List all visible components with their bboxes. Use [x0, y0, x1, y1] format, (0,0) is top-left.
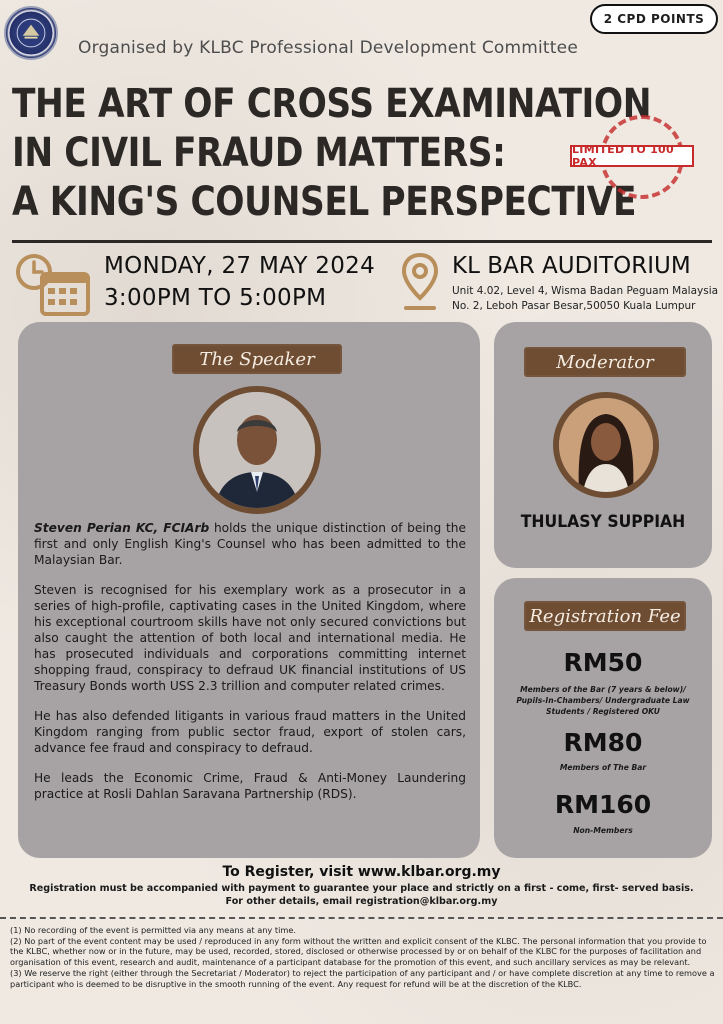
title-line-2: IN CIVIL FRAUD MATTERS: [12, 130, 506, 176]
disclaimer-divider [0, 917, 723, 919]
stamp-label: LIMITED TO 100 PAX [570, 145, 694, 167]
fee-amount-members-junior: RM50 [563, 648, 643, 677]
disclaimer-item-1: (1) No recording of the event is permitted via any means at any time. [10, 925, 296, 935]
limited-seats-stamp [570, 115, 694, 199]
organiser-text: Organised by KLBC Professional Development Committee [78, 38, 578, 58]
speaker-bio-paragraph-4: He leads the Economic Crime, Fraud & Anti-Money Laundering practice at Rosli Dahlan Saravana Partnership (RDS). [34, 771, 466, 801]
speaker-name: Steven Perian KC, FCIArb [34, 521, 210, 535]
venue-address-line-2: No. 2, Leboh Pasar Besar,50050 Kuala Lumpur [452, 300, 696, 312]
calendar-clock-icon [14, 252, 92, 318]
fee-desc-members: Members of The Bar [559, 763, 647, 772]
registration-note-line-2[interactable]: For other details, email registration@klbar.org.my [225, 896, 498, 907]
register-link-text[interactable]: To Register, visit www.klbar.org.my [222, 864, 501, 880]
event-time: 3:00PM TO 5:00PM [104, 285, 327, 311]
disclaimer-item-3: (3) We reserve the right (either through the Secretariat / Moderator) to reject the participation of any participant and / or have complete discretion at any time to remove a participant who is deemed to be disruptive in the smooth running of the event. Any request for refund will be at the discretion of the KLBC. [10, 967, 715, 989]
venue-name: KL BAR AUDITORIUM [452, 253, 691, 279]
fee-amount-members: RM80 [563, 728, 643, 757]
fee-amount-non-members: RM160 [554, 790, 652, 819]
speaker-bio-paragraph-2: Steven is recognised for his exemplary work as a prosecutor in a series of high-profile, captivating cases in the United Kingdom, where his exceptional courtroom skills have not only secured convictions but also caught the attention of both local and international media. He has prosecuted individuals and corporations committing internet shopping fraud, conspiracy to defraud UK financial institutions of US Treasury Bonds worth USS 2.3 trillion and computer related crimes. [34, 583, 466, 693]
speaker-bio [34, 520, 466, 816]
registration-note [10, 882, 713, 908]
disclaimer-item-2: (2) No part of the event content may be used / reproduced in any form without the written and explicit consent of the KLBC. The personal information that you provide to the KLBC, whether now or in the future, may be used, recorded, stored, disclosed or otherwise processed by or on behalf of the KLBC for the purposes of facilitation and organisation of this event, research and audit, maintenance of a participant database for the promotion of this event, and such ancillary services as may be relevant. [10, 935, 707, 968]
moderator-name: THULASY SUPPIAH [520, 512, 686, 532]
moderator-photo [553, 392, 659, 498]
speaker-photo [193, 386, 321, 514]
venue-address-line-1: Unit 4.02, Level 4, Wisma Badan Peguam Malaysia [452, 285, 719, 297]
fee-desc-members-junior: Members of the Bar (7 years & below)/ Pupils-In-Chambers/ Undergraduate Law Students / Registered OKU [516, 685, 690, 716]
registration-note-line-1: Registration must be accompanied with payment to guarantee your place and strictly on a first - come, first- served basis. [29, 883, 694, 894]
moderator-heading: Moderator [524, 347, 686, 377]
speaker-heading: The Speaker [172, 344, 342, 374]
speaker-bio-intro-rest: holds the unique distinction of being the first and only English King's Counsel who has been admitted to the Malaysian Bar. [34, 521, 466, 567]
cpd-points-badge: 2 CPD POINTS [590, 4, 718, 34]
title-line-1: THE ART OF CROSS EXAMINATION [12, 81, 652, 127]
disclaimer [10, 925, 715, 989]
event-date: MONDAY, 27 MAY 2024 [104, 253, 376, 279]
speaker-bio-paragraph-3: He has also defended litigants in various fraud matters in the United Kingdom ranging from public sector fraud, export of stolen cars, advance fee fraud and conspiracy to defraud. [34, 709, 466, 755]
title-line-3: A KING'S COUNSEL PERSPECTIVE [12, 179, 637, 225]
speaker-bio-intro [34, 520, 466, 568]
registration-fee-heading: Registration Fee [524, 601, 686, 631]
location-pin-icon [400, 252, 440, 314]
title-divider [12, 240, 712, 243]
klbc-logo [4, 6, 58, 60]
fee-desc-non-members: Non-Members [573, 826, 633, 835]
